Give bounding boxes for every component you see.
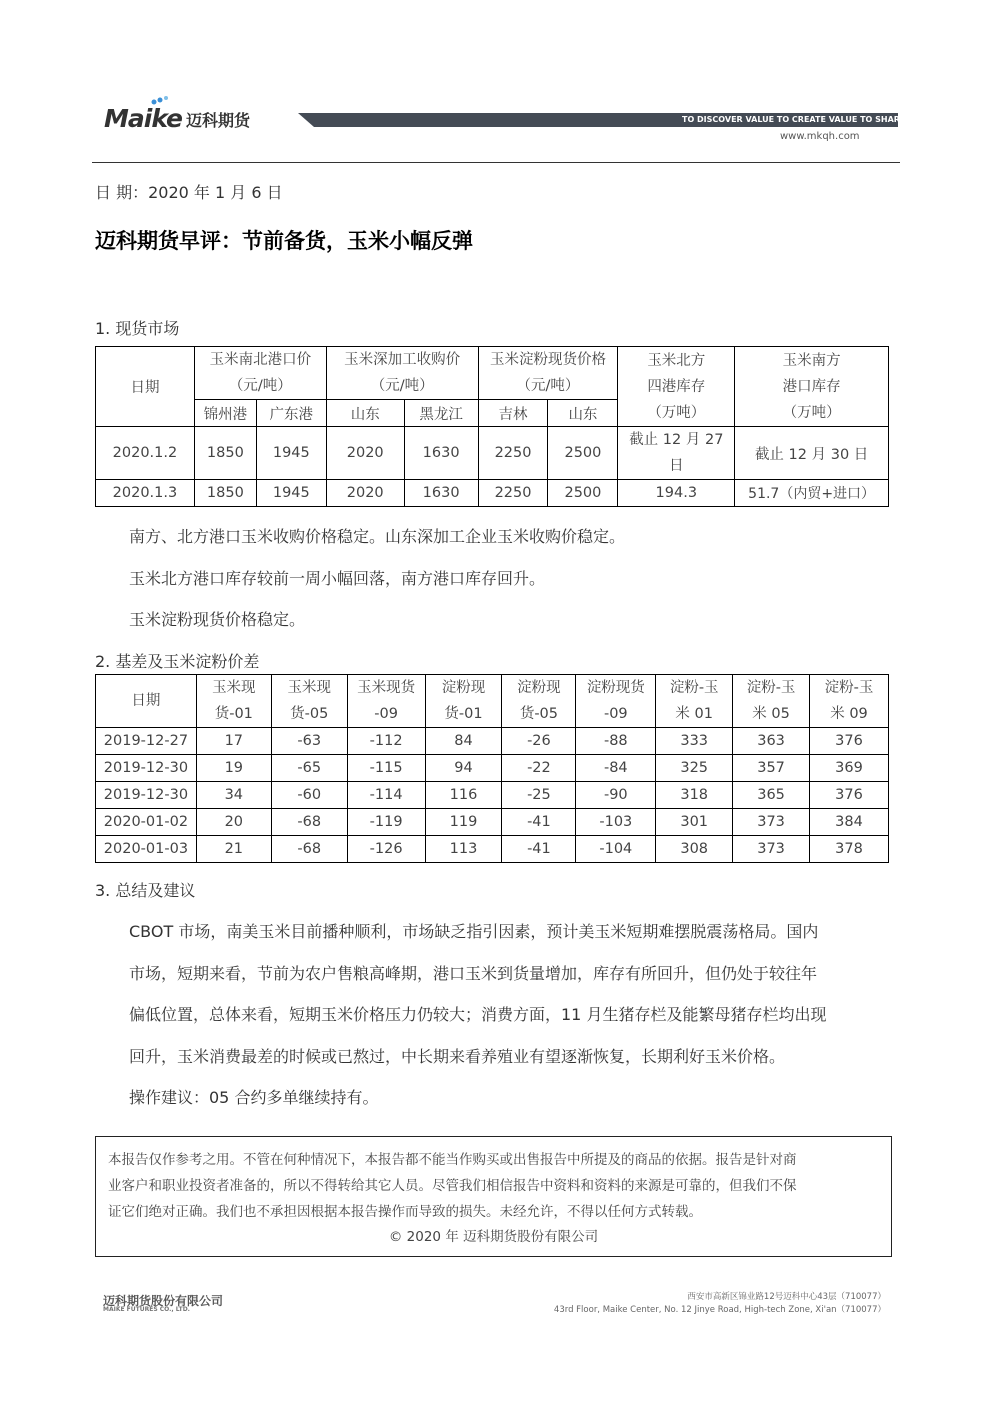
table-cell: 34 <box>196 782 271 809</box>
table-cell: 2250 <box>478 480 548 507</box>
logo-text-cn: 迈科期货 <box>186 111 251 130</box>
subheader-jinzhou: 锦州港 <box>194 400 256 427</box>
company-logo <box>104 104 250 132</box>
table-cell: 116 <box>425 782 502 809</box>
subheader-guangdong: 广东港 <box>256 400 326 427</box>
table-cell: 1630 <box>404 480 478 507</box>
table-cell: -41 <box>502 836 576 863</box>
table-cell: -103 <box>576 809 656 836</box>
footer-company-cn: 迈科期货股份有限公司 <box>103 1294 224 1308</box>
subheader-jilin: 吉林 <box>478 400 548 427</box>
spot-market-table <box>95 346 889 507</box>
logo-text-en: Maike <box>104 104 183 133</box>
table-row <box>96 728 889 755</box>
header-cell: 淀粉现 货-01 <box>425 675 502 728</box>
basis-spread-table <box>95 674 889 863</box>
table-cell: 20 <box>196 809 271 836</box>
website-url: www.mkqh.com <box>780 131 860 142</box>
table-row <box>96 427 889 480</box>
header-north-inventory: 玉米北方 四港库存 （万吨） <box>618 347 735 427</box>
table-cell: 2500 <box>548 480 618 507</box>
paragraph: 玉米北方港口库存较前一周小幅回落，南方港口库存回升。 <box>129 569 546 588</box>
table-cell: -41 <box>502 809 576 836</box>
table-cell: -22 <box>502 755 576 782</box>
slogan-text: TO DISCOVER VALUE TO CREATE VALUE TO SHARE VALUE <box>682 115 937 124</box>
header-divider <box>92 162 900 163</box>
trading-advice: 操作建议：05 合约多单继续持有。 <box>129 1088 379 1107</box>
table-cell: 17 <box>196 728 271 755</box>
logo-dots-icon <box>150 96 170 106</box>
table-cell: 1945 <box>256 480 326 507</box>
table-cell: -26 <box>502 728 576 755</box>
table-cell: 318 <box>656 782 733 809</box>
table-cell: -114 <box>347 782 425 809</box>
table-cell: 1630 <box>404 427 478 480</box>
summary-line: 市场，短期来看，节前为农户售粮高峰期，港口玉米到货量增加，库存有所回升，但仍处于较往年 <box>129 964 818 983</box>
table-cell: 2020.1.3 <box>96 480 195 507</box>
header-cell: 玉米现货 -09 <box>347 675 425 728</box>
disclaimer-box <box>95 1136 892 1257</box>
table-cell: 333 <box>656 728 733 755</box>
table-cell: 2019-12-27 <box>96 728 197 755</box>
table-cell: 2020 <box>326 427 404 480</box>
table-cell: 2019-12-30 <box>96 782 197 809</box>
header-cell: 淀粉-玉 米 09 <box>810 675 889 728</box>
table-cell: 363 <box>733 728 810 755</box>
summary-line: 偏低位置，总体来看，短期玉米价格压力仍较大；消费方面，11 月生猪存栏及能繁母猪存栏均出现 <box>129 1005 827 1024</box>
table-cell: 51.7（内贸+进口） <box>735 480 889 507</box>
report-date: 日 期：2020 年 1 月 6 日 <box>95 183 283 202</box>
table-cell: 308 <box>656 836 733 863</box>
table-cell: -104 <box>576 836 656 863</box>
table-cell: 2019-12-30 <box>96 755 197 782</box>
table-cell: 194.3 <box>618 480 735 507</box>
paragraph: 玉米淀粉现货价格稳定。 <box>129 610 306 629</box>
table-cell: 2020.1.2 <box>96 427 195 480</box>
table-cell: 19 <box>196 755 271 782</box>
table-cell: 84 <box>425 728 502 755</box>
table-cell: 301 <box>656 809 733 836</box>
table-cell: 113 <box>425 836 502 863</box>
summary-line: CBOT 市场，南美玉米目前播种顺利，市场缺乏指引因素，预计美玉米短期难摆脱震荡格局。国内 <box>129 922 819 941</box>
table-row <box>96 755 889 782</box>
footer-address-cn: 西安市高新区锦业路12号迈科中心43层（710077） <box>687 1292 886 1302</box>
subheader-shandong-starch: 山东 <box>548 400 618 427</box>
table-cell: 376 <box>810 782 889 809</box>
section-heading-spot-market: 1. 现货市场 <box>95 319 180 338</box>
table-cell: -68 <box>271 809 347 836</box>
table-cell: 21 <box>196 836 271 863</box>
table-cell: 1945 <box>256 427 326 480</box>
paragraph: 南方、北方港口玉米收购价格稳定。山东深加工企业玉米收购价稳定。 <box>129 527 626 546</box>
disclaimer-text: 本报告仅作参考之用。不管在何种情况下，本报告都不能当作购买或出售报告中所提及的商品的依据。报告是针对商 业客户和职业投资者准备的，所以不得转给其它人员。尽管我们相信报告中资料和资料的来源是可靠的，但我们不保 证它们绝对正确。我们也不承担因根据本报告操作而导致的损失。未经允许，不得以任何方式转载。 <box>108 1152 797 1220</box>
table-cell: -65 <box>271 755 347 782</box>
table-cell: -112 <box>347 728 425 755</box>
table-cell: 357 <box>733 755 810 782</box>
header-cell: 玉米现 货-05 <box>271 675 347 728</box>
table-cell: 365 <box>733 782 810 809</box>
header-port-price: 玉米南北港口价 （元/吨） <box>194 347 326 400</box>
table-cell: -119 <box>347 809 425 836</box>
report-title: 迈科期货早评：节前备货，玉米小幅反弹 <box>95 229 473 253</box>
subheader-shandong: 山东 <box>326 400 404 427</box>
table-cell: 2020 <box>326 480 404 507</box>
table-cell: -88 <box>576 728 656 755</box>
table-cell: 截止 12 月 27 日 <box>618 427 735 480</box>
header-cell: 淀粉现 货-05 <box>502 675 576 728</box>
copyright: © 2020 年 迈科期货股份有限公司 <box>388 1229 599 1245</box>
table-cell: -63 <box>271 728 347 755</box>
header-cell: 淀粉-玉 米 05 <box>733 675 810 728</box>
table-cell: -90 <box>576 782 656 809</box>
footer-company-en: MAIKE FUTURES CO., LTD. <box>103 1306 190 1313</box>
table-cell: 2250 <box>478 427 548 480</box>
header-cell: 玉米现 货-01 <box>196 675 271 728</box>
table-row <box>96 836 889 863</box>
table-row <box>96 809 889 836</box>
table-cell: 384 <box>810 809 889 836</box>
summary-line: 回升，玉米消费最差的时候或已熬过，中长期来看养殖业有望逐渐恢复，长期利好玉米价格。 <box>129 1047 786 1066</box>
table-cell: 2500 <box>548 427 618 480</box>
header-processing-price: 玉米深加工收购价 （元/吨） <box>326 347 478 400</box>
table-cell: 1850 <box>194 480 256 507</box>
table-cell: -60 <box>271 782 347 809</box>
table-cell: 373 <box>733 809 810 836</box>
table-cell: -115 <box>347 755 425 782</box>
section-heading-basis: 2. 基差及玉米淀粉价差 <box>95 652 260 671</box>
header-south-inventory: 玉米南方 港口库存 （万吨） <box>735 347 889 427</box>
table-cell: 1850 <box>194 427 256 480</box>
table-cell: -68 <box>271 836 347 863</box>
header-cell: 淀粉-玉 米 01 <box>656 675 733 728</box>
table-cell: -84 <box>576 755 656 782</box>
header-date: 日期 <box>96 347 195 427</box>
table-cell: 截止 12 月 30 日 <box>735 427 889 480</box>
table-cell: -126 <box>347 836 425 863</box>
table-row <box>96 782 889 809</box>
table-cell: -25 <box>502 782 576 809</box>
header-date: 日期 <box>96 675 197 728</box>
table-cell: 376 <box>810 728 889 755</box>
section-heading-summary: 3. 总结及建议 <box>95 881 196 900</box>
header-cell: 淀粉现货 -09 <box>576 675 656 728</box>
table-header-row <box>96 675 889 728</box>
table-cell: 2020-01-03 <box>96 836 197 863</box>
table-cell: 369 <box>810 755 889 782</box>
table-cell: 94 <box>425 755 502 782</box>
header-starch-price: 玉米淀粉现货价格 （元/吨） <box>478 347 618 400</box>
table-cell: 378 <box>810 836 889 863</box>
footer-address-en: 43rd Floor, Maike Center, No. 12 Jinye Road, High-tech Zone, Xi'an（710077） <box>553 1305 886 1315</box>
table-cell: 373 <box>733 836 810 863</box>
subheader-heilongjiang: 黑龙江 <box>404 400 478 427</box>
basis-table-body <box>96 728 889 863</box>
table-cell: 2020-01-02 <box>96 809 197 836</box>
table-row <box>96 480 889 507</box>
table-cell: 119 <box>425 809 502 836</box>
table-cell: 325 <box>656 755 733 782</box>
